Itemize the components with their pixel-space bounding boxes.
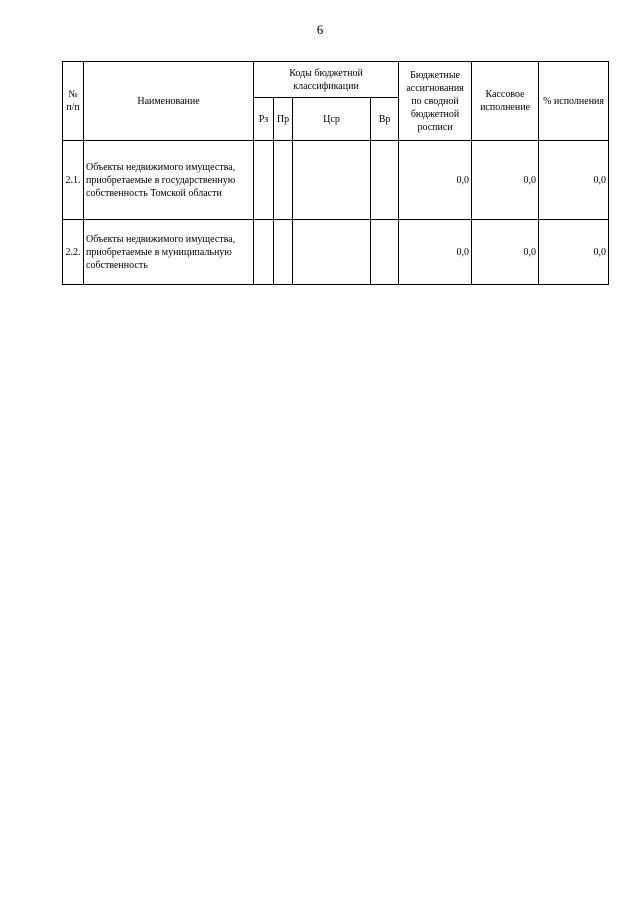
row-vr [371,220,399,285]
header-percent: % исполнения [539,62,609,141]
row-budget: 0,0 [399,220,472,285]
row-pr [274,220,293,285]
row-csr [293,220,371,285]
row-vr [371,141,399,220]
row-num: 2.2. [63,220,84,285]
row-name: Объекты недвижимого имущества, приобретаемые в муниципальную собственность [84,220,254,285]
table-row [63,220,609,285]
header-pr: Пр [274,98,293,141]
row-rz [254,220,274,285]
header-name: Наименование [84,62,254,141]
row-cash: 0,0 [472,141,539,220]
row-rz [254,141,274,220]
header-num: № п/п [63,62,84,141]
budget-table [62,61,609,285]
header-budget: Бюджетные ассигнования по сводной бюджетной росписи [399,62,472,141]
row-percent: 0,0 [539,220,609,285]
row-percent: 0,0 [539,141,609,220]
header-codes-group: Коды бюджетной классификации [254,62,399,98]
page-number: 6 [316,22,324,37]
header-csr: Цср [293,98,371,141]
header-rz: Рз [254,98,274,141]
row-num: 2.1. [63,141,84,220]
header-vr: Вр [371,98,399,141]
row-cash: 0,0 [472,220,539,285]
table-row [63,141,609,220]
row-name: Объекты недвижимого имущества, приобретаемые в государственную собственность Томской области [84,141,254,220]
row-pr [274,141,293,220]
row-csr [293,141,371,220]
header-cash: Кассовое исполнение [472,62,539,141]
row-budget: 0,0 [399,141,472,220]
